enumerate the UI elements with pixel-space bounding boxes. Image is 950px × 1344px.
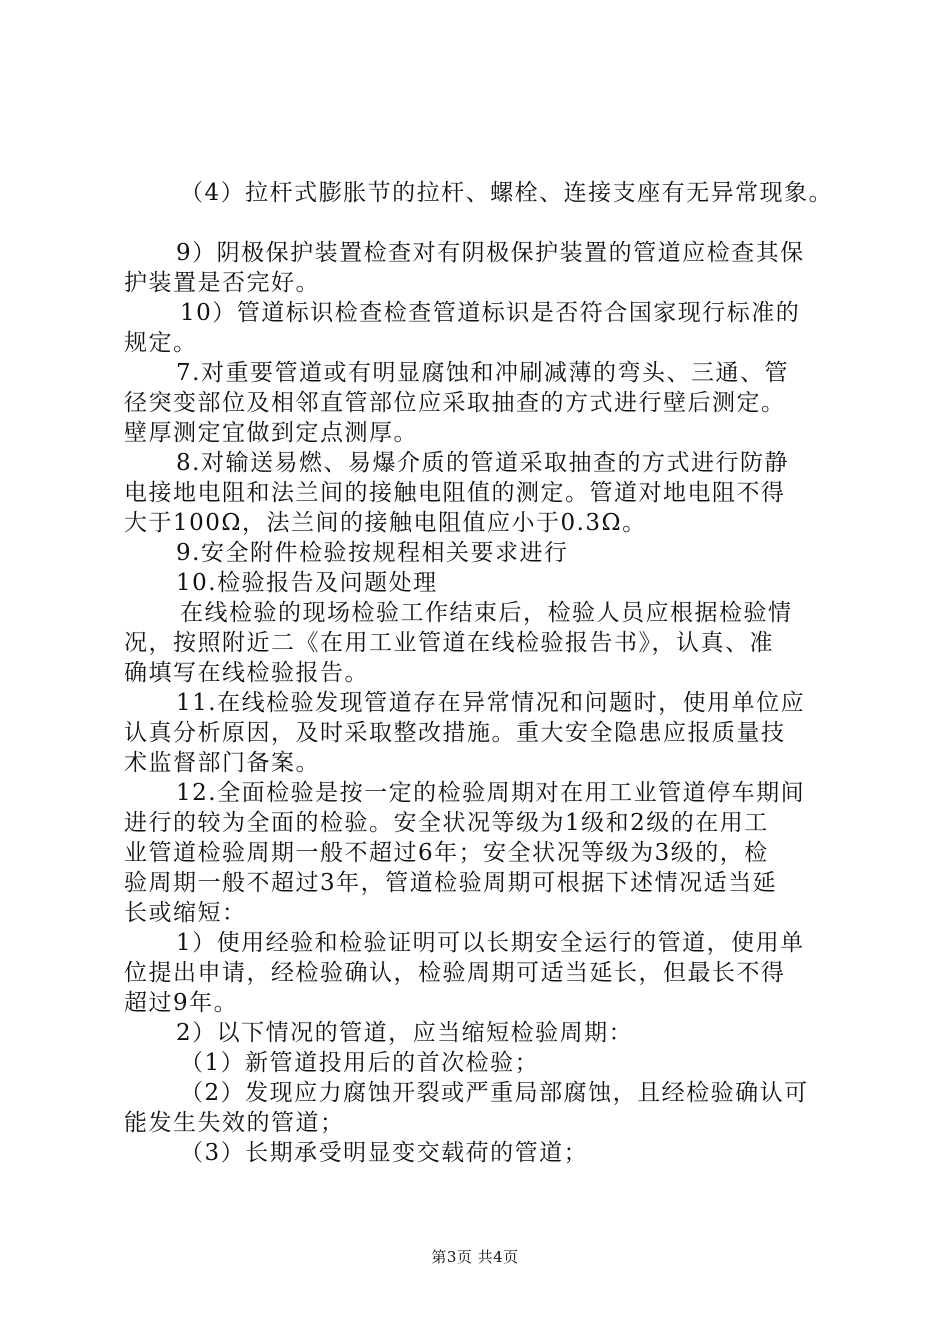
text-line: 超过9年。 <box>124 990 239 1016</box>
text-line: 9.安全附件检验按规程相关要求进行 <box>176 540 569 566</box>
text-line: 况，按照附近二《在用工业管道在线检验报告书》，认真、准 <box>124 630 774 656</box>
text-line: 术监督部门备案。 <box>124 750 320 776</box>
text-line: 规定。 <box>124 330 198 356</box>
text-line: 能发生失效的管道； <box>124 1110 345 1136</box>
text-line: 10.检验报告及问题处理 <box>176 570 438 596</box>
text-line: 1）使用经验和检验证明可以长期安全运行的管道，使用单 <box>176 930 805 956</box>
text-line: 认真分析原因，及时采取整改措施。重大安全隐患应报质量技 <box>124 720 786 746</box>
text-line: 业管道检验周期一般不超过6年；安全状况等级为3级的，检 <box>124 840 769 866</box>
text-line: 壁厚测定宜做到定点测厚。 <box>124 420 418 446</box>
text-line: 验周期一般不超过3年，管道检验周期可根据下述情况适当延 <box>124 870 778 896</box>
text-line: 7.对重要管道或有明显腐蚀和冲刷减薄的弯头、三通、管 <box>176 360 789 386</box>
text-line: 进行的较为全面的检验。安全状况等级为1级和2级的在用工 <box>124 810 769 836</box>
text-line: （2）发现应力腐蚀开裂或严重局部腐蚀，且经检验确认可 <box>180 1080 809 1106</box>
text-line: 确填写在线检验报告。 <box>124 660 369 686</box>
page-number-footer: 第3页 共4页 <box>431 1248 519 1266</box>
text-line: 位提出申请，经检验确认，检验周期可适当延长，但最长不得 <box>124 960 786 986</box>
text-line: 11.在线检验发现管道存在异常情况和问题时，使用单位应 <box>176 690 806 716</box>
text-line: 长或缩短： <box>124 900 247 926</box>
text-line: 在线检验的现场检验工作结束后，检验人员应根据检验情 <box>180 600 793 626</box>
text-line: （3）长期承受明显变交载荷的管道； <box>180 1140 589 1166</box>
text-line: 2）以下情况的管道，应当缩短检验周期： <box>176 1020 634 1046</box>
text-line: 大于100Ω，法兰间的接触电阻值应小于0.3Ω。 <box>124 510 647 536</box>
text-line: 10）管道标识检查检查管道标识是否符合国家现行标准的 <box>180 300 801 326</box>
text-line: 8.对输送易燃、易爆介质的管道采取抽查的方式进行防静 <box>176 450 789 476</box>
text-line: 护装置是否完好。 <box>124 270 320 296</box>
text-line: 径突变部位及相邻直管部位应采取抽查的方式进行壁后测定。 <box>124 390 786 416</box>
text-line: 12.全面检验是按一定的检验周期对在用工业管道停车期间 <box>176 780 806 806</box>
text-line: （1）新管道投用后的首次检验； <box>180 1050 540 1076</box>
text-line: 9）阴极保护装置检查对有阴极保护装置的管道应检查其保 <box>176 240 805 266</box>
text-line: 电接地电阻和法兰间的接触电阻值的测定。管道对地电阻不得 <box>124 480 786 506</box>
text-line: （4）拉杆式膨胀节的拉杆、螺栓、连接支座有无异常现象。 <box>180 180 834 206</box>
